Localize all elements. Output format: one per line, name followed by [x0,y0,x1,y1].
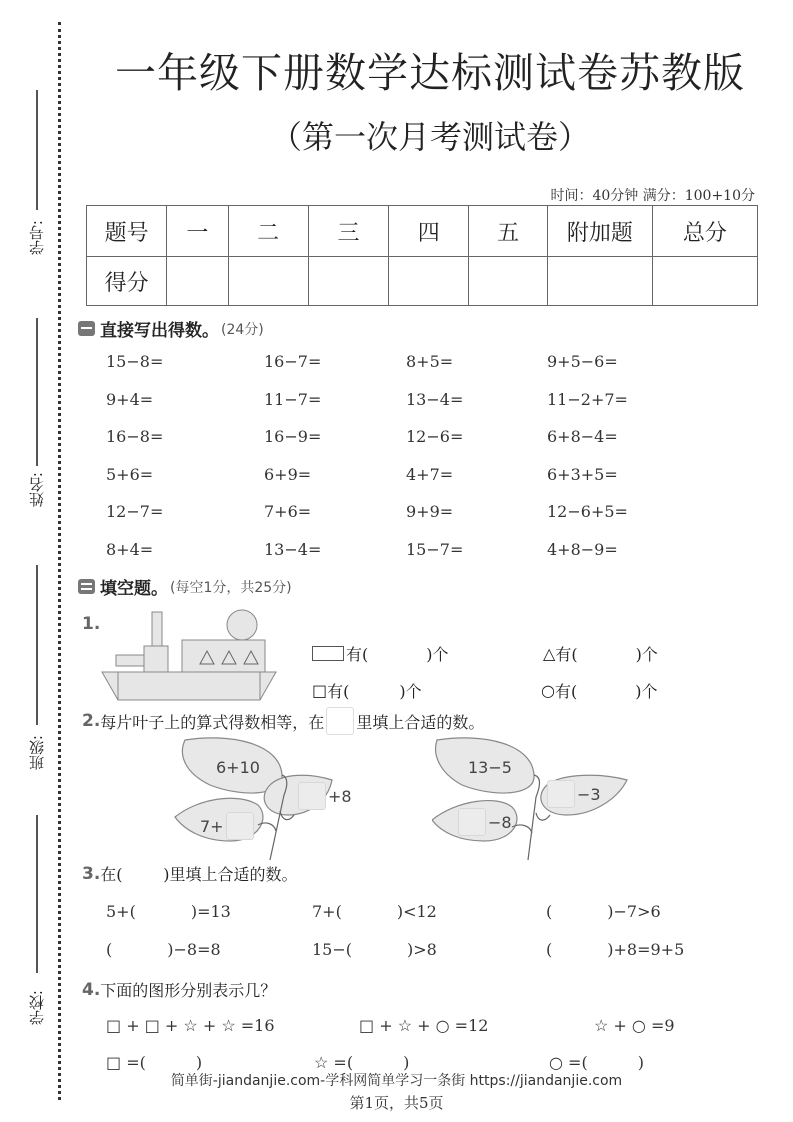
binding-dashed-line [58,22,61,1100]
score-header-cell: 四 [389,206,469,257]
calc-item: 4+8−9= [547,539,618,559]
q4-equations [106,1016,706,1035]
name-blank[interactable] [36,318,38,466]
ship-cabin-rect [182,640,265,672]
question-2-number: 2. [82,711,101,731]
calc-item: 7+6= [264,502,312,521]
mental-math-grid [106,352,666,577]
section-one-heading [78,316,264,341]
q1-rectangle-count: 有( )个 [312,642,449,665]
page-title: 一年级下册数学达标测试卷苏教版 [115,49,745,97]
calc-item: 16−7= [264,352,322,371]
name-field[interactable] [18,300,58,520]
score-cell[interactable] [547,257,652,306]
calc-row [106,427,666,465]
score-cell[interactable] [389,257,469,306]
q4-answer: ○ =( ) [549,1053,644,1072]
calc-row [106,390,666,428]
ship-tower-square [144,646,168,672]
calc-row [106,352,666,390]
calc-item: 4+7= [406,464,454,484]
question-2 [82,707,484,735]
leaf-plant-2 [432,735,632,860]
q3-row-1 [106,902,706,921]
page-subtitle: （第一次月考测试卷） [269,118,590,156]
ship-chimney-rect [152,612,162,646]
q3-item: 5+( )=13 [106,902,231,921]
calc-item: 16−8= [106,427,164,446]
calc-item: 6+8−4= [547,427,618,446]
ship-gun-rect [116,655,144,666]
class-field[interactable] [18,565,58,785]
q3-item: 15−( )>8 [312,940,437,959]
calc-item: 16−9= [264,427,322,446]
circle-icon: ○ [541,681,555,700]
leaf-2-top-expression: 13−5 [468,758,512,777]
score-header-cell: 三 [308,206,388,257]
score-cell[interactable] [308,257,388,306]
calc-row [106,465,666,503]
section-two-points: (每空1分，共25分) [170,579,292,596]
calc-item: 11−2+7= [547,389,628,409]
score-table [86,205,758,306]
q4-equation: ☆ + ○ =9 [594,1016,675,1035]
ship-hull [102,672,276,700]
class-blank[interactable] [36,565,38,725]
calc-item: 8+5= [406,352,454,371]
score-header-cell: 五 [469,206,547,257]
leaf-1-left-expression: 7+ [200,812,256,840]
student-id-field[interactable] [18,90,58,280]
calc-item: 13−4= [406,389,464,409]
section-two-title: 填空题。 [100,579,168,599]
school-field[interactable] [18,815,58,1035]
q4-equation: □ + ☆ + ○ =12 [359,1016,489,1035]
calc-item: 12−6= [406,427,464,446]
answer-box[interactable] [226,812,254,840]
school-label: 学校: [28,990,46,1026]
calc-item: 9+5−6= [547,352,618,371]
answer-box[interactable] [298,782,326,810]
question-3 [82,862,297,885]
q3-item: ( )−7>6 [546,902,661,921]
leaf-2-right-expression: −3 [545,780,601,808]
question-1-number: 1. [82,614,101,634]
score-cell[interactable] [228,257,308,306]
question-4-number: 4. [82,979,101,1000]
student-id-blank[interactable] [36,90,38,210]
question-3-number: 3. [82,863,101,884]
question-2-text-before: 每片叶子上的算式得数相等，在 [100,712,325,732]
q3-item: ( )+8=9+5 [546,940,685,959]
question-4 [82,978,276,1001]
calc-item: 9+9= [406,502,454,521]
leaf-1-right-expression: +8 [296,782,352,810]
section-one-points: (24分) [221,321,264,338]
score-table-header-row [87,206,758,257]
square-icon: □ [312,681,328,700]
calc-item: 12−6+5= [547,502,628,521]
leaf-2-left-expression: −8 [456,808,512,836]
calc-item: 6+3+5= [547,464,618,484]
calc-item: 13−4= [264,539,322,559]
score-row-label: 得分 [87,257,167,306]
q1-circle-count: ○ 有( )个 [541,681,658,701]
calc-item: 12−7= [106,502,164,521]
q4-answer: □ =( ) [106,1053,203,1072]
question-3-text: 在( )里填上合适的数。 [100,865,298,884]
q4-equation: □ + □ + ☆ + ☆ =16 [106,1016,275,1035]
calc-item: 5+6= [106,464,154,484]
score-header-cell: 题号 [87,206,167,257]
class-label: 班级: [28,735,46,771]
name-label: 姓名: [28,472,46,508]
section-one-badge-icon [78,321,95,336]
calc-row [106,540,666,578]
score-header-cell: 二 [228,206,308,257]
calc-row [106,502,666,540]
score-header-cell: 附加题 [547,206,652,257]
q3-item: ( )−8=8 [106,940,221,959]
section-two-heading [78,574,292,599]
score-header-cell: 一 [167,206,228,257]
answer-box[interactable] [458,808,486,836]
q1-square-count: □ 有( )个 [312,681,422,701]
score-cell[interactable] [652,257,757,306]
section-two-badge-icon [78,579,95,594]
school-blank[interactable] [36,815,38,973]
question-2-text-after: 里填上合适的数。 [356,712,485,732]
score-cell[interactable] [167,257,228,306]
q4-answer: ☆ =( ) [314,1053,410,1072]
ship-circle [227,610,257,640]
ship-illustration [100,606,280,702]
rectangle-icon [312,646,344,661]
calc-item: 9+4= [106,389,154,409]
calc-item: 15−7= [406,539,464,559]
score-cell[interactable] [469,257,547,306]
blank-box-icon [326,707,354,735]
page-number: 第1页，共5页 [349,1094,444,1112]
triangle-icon: △ [543,644,556,663]
calc-item: 15−8= [106,352,164,371]
score-header-cell: 总分 [652,206,757,257]
score-table-score-row [87,257,758,306]
q3-row-2 [106,940,706,959]
calc-item: 11−7= [264,389,322,409]
leaf-1-top-expression: 6+10 [216,758,260,777]
answer-box[interactable] [547,780,575,808]
section-one-title: 直接写出得数。 [100,321,219,341]
exam-meta: 时间：40分钟 满分：100+10分 [550,188,755,204]
calc-item: 6+9= [264,464,312,484]
question-4-text: 下面的图形分别表示几？ [100,981,277,1000]
calc-item: 8+4= [106,539,154,559]
q3-item: 7+( )<12 [312,902,437,921]
q1-triangle-count: △ 有( )个 [543,644,658,664]
footer-watermark-link[interactable]: 简单街-jiandanjie.com-学科网简单学习一条街 https://jiandanjie.com [170,1073,623,1089]
student-id-label: 学号: [28,220,46,256]
